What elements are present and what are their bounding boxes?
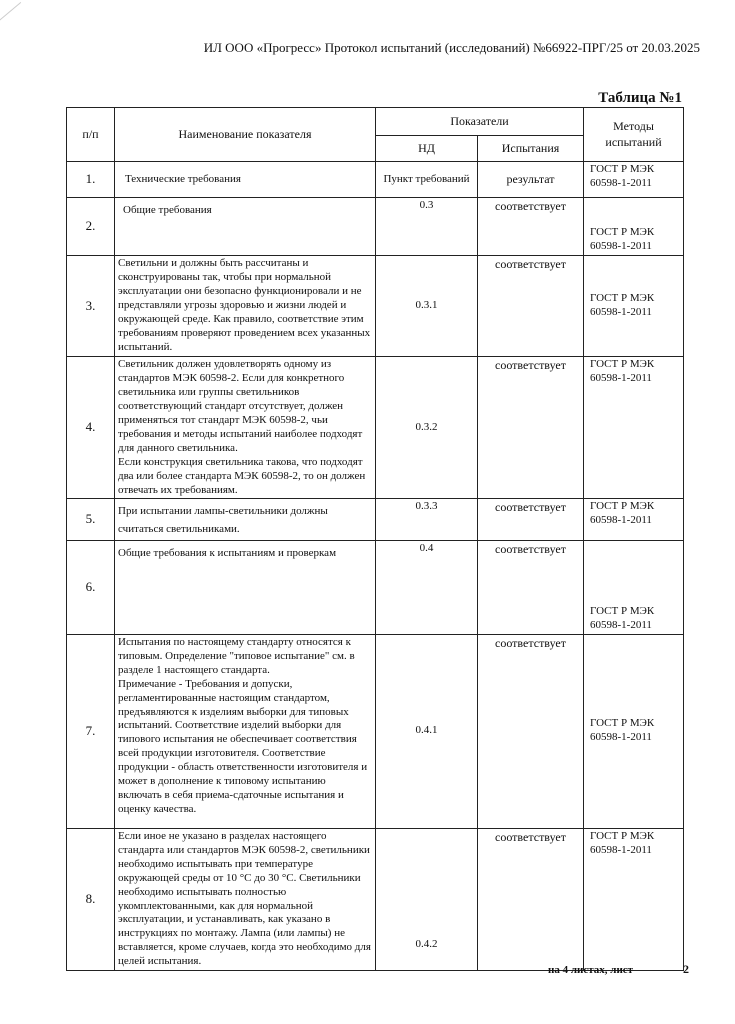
- sheet-count: на 4 листах, лист: [548, 964, 634, 976]
- table-row: [67, 499, 684, 540]
- header-nd: НД: [376, 136, 478, 162]
- row-result: соответствует: [478, 256, 584, 357]
- header-name: Наименование показателя: [115, 108, 376, 162]
- row-number: 5.: [67, 499, 115, 540]
- row-result: соответствует: [478, 356, 584, 499]
- row-nd: 0.4.2: [376, 828, 478, 971]
- table-row: [67, 198, 684, 256]
- table-row: [67, 540, 684, 634]
- row-method: ГОСТ Р МЭК 60598-1-2011: [584, 162, 684, 198]
- row-result: результат: [478, 162, 584, 198]
- row-method: ГОСТ Р МЭК 60598-1-2011: [584, 356, 684, 499]
- scan-artifact: [0, 2, 40, 45]
- row-name: Светильник должен удовлетворять одному из стандартов МЭК 60598-2. Если для конкретного светильника или группы светильников соответствующий стандарт отсутствует, должен применяться тот стандарт МЭК 60598-2, чьи требования и методы испытаний наиболее подходят для данного светильника. Если конструкция светильника такова, что подходят два или более стандарта МЭК 60598-2, то он должен отвечать их требованиям.: [115, 356, 376, 499]
- row-name: Общие требования: [115, 198, 376, 256]
- row-nd: 0.3.3: [376, 499, 478, 540]
- header-tests: Испытания: [478, 136, 584, 162]
- row-number: 7.: [67, 634, 115, 828]
- row-nd: Пункт требований: [376, 162, 478, 198]
- row-method: ГОСТ Р МЭК 60598-1-2011: [584, 634, 684, 828]
- header-methods: Методы испытаний: [584, 108, 684, 162]
- row-nd: 0.4: [376, 540, 478, 634]
- header-num: п/п: [67, 108, 115, 162]
- row-name: Если иное не указано в разделах настоящего стандарта или стандартов МЭК 60598-2, светильники необходимо испытывать при температуре окружающей среды от 10 °С до 30 °С. Светильники необходимо испытывать полностью укомплектованными, как для нормальной эксплуатации, и устанавливать, как указано в инструкциях по монтажу. Лампа (или лампы) не вставляется, кроме случаев, когда это необходимо для целей испытания.: [115, 828, 376, 971]
- row-number: 2.: [67, 198, 115, 256]
- page-number: 2: [683, 962, 689, 976]
- row-result: соответствует: [478, 198, 584, 256]
- table-title: Таблица №1: [598, 90, 682, 106]
- row-name: Общие требования к испытаниям и проверкам: [115, 540, 376, 634]
- row-nd: 0.4.1: [376, 634, 478, 828]
- row-nd: 0.3: [376, 198, 478, 256]
- row-result: соответствует: [478, 540, 584, 634]
- row-result: соответствует: [478, 828, 584, 971]
- row-name: Испытания по настоящему стандарту относятся к типовым. Определение "типовое испытание" см. в разделе 1 настоящего стандарта. Примечание - Требования и допуски, регламентированные настоящим стандартом, предъявляются к изделиям выборки для типовых испытаний. Соответствие изделий выборки для типового испытания не обеспечивает соответствия всей продукции изготовителя. Соответствие продукции - область ответственности изготовителя и может в дополнение к типовому испытанию включать в себя приема-сдаточные испытания и оценку качества.: [115, 634, 376, 828]
- row-number: 1.: [67, 162, 115, 198]
- table-row: [67, 162, 684, 198]
- row-name: Светильни и должны быть рассчитаны и сконструированы так, чтобы при нормальной эксплуатации они безопасно функционировали и не представляли угрозы здоровью и жизни людей и окружающей среде. Как правило, соответствие этим требованиям проверяют проведением всех указанных испытаний.: [115, 256, 376, 357]
- row-number: 8.: [67, 828, 115, 971]
- row-nd: 0.3.1: [376, 256, 478, 357]
- row-name: При испытании лампы-светильники должны считаться светильниками.: [115, 499, 376, 540]
- row-number: 3.: [67, 256, 115, 357]
- row-result: соответствует: [478, 634, 584, 828]
- table-row: [67, 256, 684, 357]
- row-method: ГОСТ Р МЭК 60598-1-2011: [584, 198, 684, 256]
- protocol-header: ИЛ ООО «Прогресс» Протокол испытаний (исследований) №66922-ПРГ/25 от 20.03.2025: [203, 40, 700, 55]
- row-number: 4.: [67, 356, 115, 499]
- row-method: ГОСТ Р МЭК 60598-1-2011: [584, 499, 684, 540]
- table-row: [67, 634, 684, 828]
- row-result: соответствует: [478, 499, 584, 540]
- table-row: [67, 356, 684, 499]
- row-method: ГОСТ Р МЭК 60598-1-2011: [584, 540, 684, 634]
- row-number: 6.: [67, 540, 115, 634]
- row-method: ГОСТ Р МЭК 60598-1-2011: [584, 256, 684, 357]
- header-indicators: Показатели: [376, 108, 584, 136]
- row-method: ГОСТ Р МЭК 60598-1-2011: [584, 828, 684, 971]
- row-nd: 0.3.2: [376, 356, 478, 499]
- results-table: [66, 107, 684, 971]
- table-row: [67, 828, 684, 971]
- row-name: Технические требования: [115, 162, 376, 198]
